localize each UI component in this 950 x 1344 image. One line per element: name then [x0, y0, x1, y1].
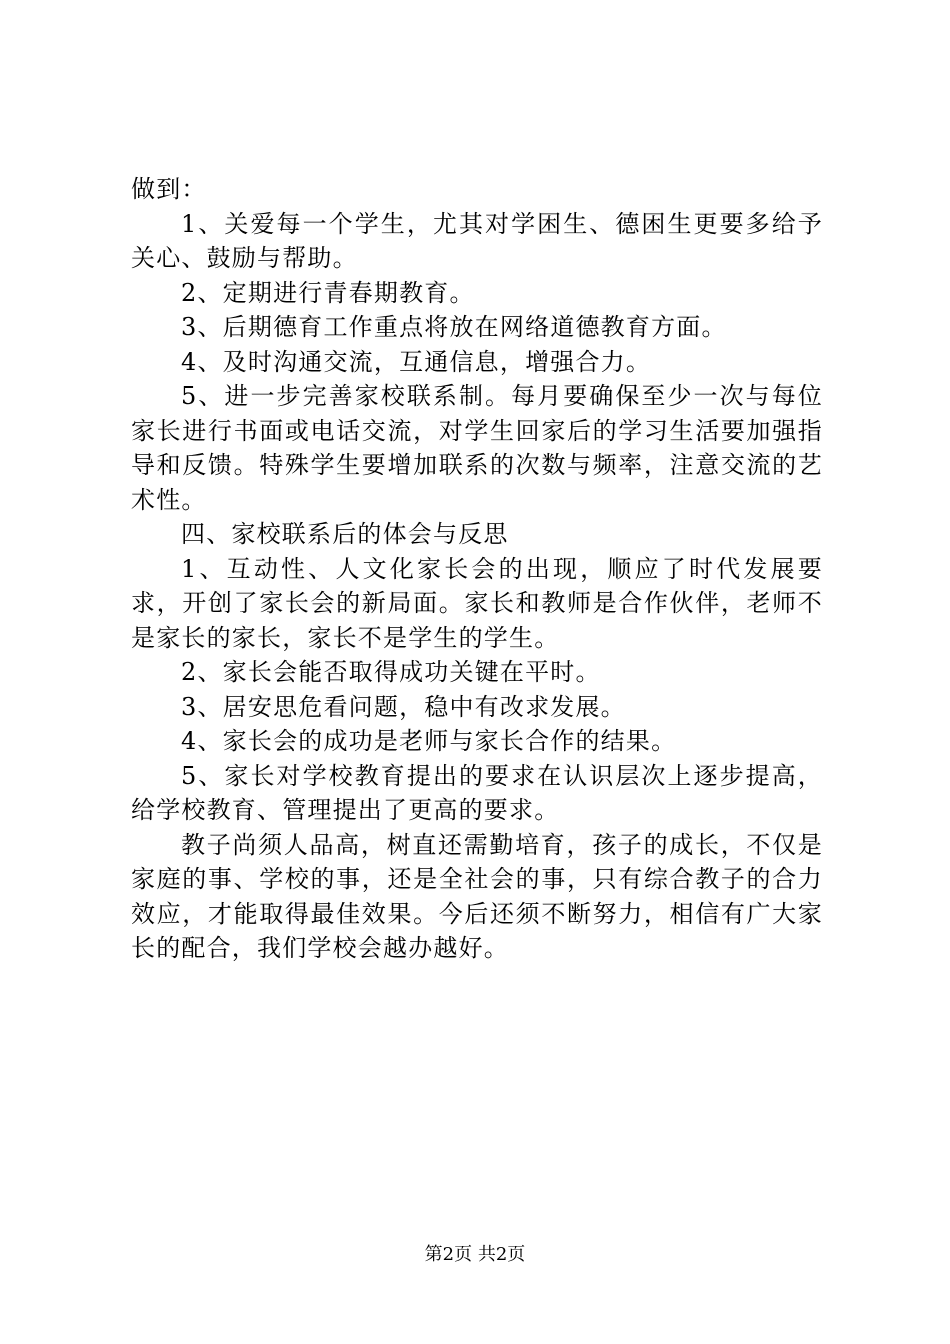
- paragraph-conclusion: 教子尚须人品高，树直还需勤培育，孩子的成长，不仅是家庭的事、学校的事，还是全社会的事，只有综合教子的合力效应，才能取得最佳效果。今后还须不断努力，相信有广大家长的配合，我们学校会越办越好。: [131, 830, 823, 962]
- paragraph-reflection-5: 5、家长对学校教育提出的要求在认识层次上逐步提高，给学校教育、管理提出了更高的要求。: [131, 761, 823, 824]
- paragraph-item-1: 1、关爱每一个学生，尤其对学困生、德困生更要多给予关心、鼓励与帮助。: [131, 209, 823, 272]
- paragraph-item-5: 5、进一步完善家校联系制。每月要确保至少一次与每位家长进行书面或电话交流，对学生回家后的学习生活要加强指导和反馈。特殊学生要增加联系的次数与频率，注意交流的艺术性。: [131, 382, 823, 514]
- document-body: [131, 172, 823, 966]
- paragraph-reflection-1: 1、互动性、人文化家长会的出现，顺应了时代发展要求，开创了家长会的新局面。家长和教师是合作伙伴，老师不是家长的家长，家长不是学生的学生。: [131, 554, 823, 652]
- page-footer: 第2页 共2页: [424, 1244, 526, 1265]
- paragraph-item-3: 3、后期德育工作重点将放在网络道德教育方面。: [181, 313, 727, 341]
- paragraph-item-4: 4、及时沟通交流，互通信息，增强合力。: [181, 347, 652, 376]
- section-heading-reflection: 四、家校联系后的体会与反思: [181, 520, 509, 548]
- paragraph-item-2: 2、定期进行青春期教育。: [181, 278, 475, 307]
- paragraph-reflection-3: 3、居安思危看问题，稳中有改求发展。: [181, 692, 626, 721]
- paragraph-reflection-2: 2、家长会能否取得成功关键在平时。: [181, 658, 601, 686]
- paragraph-intro: 做到：: [131, 175, 207, 203]
- paragraph-reflection-4: 4、家长会的成功是老师与家长合作的结果。: [181, 727, 677, 755]
